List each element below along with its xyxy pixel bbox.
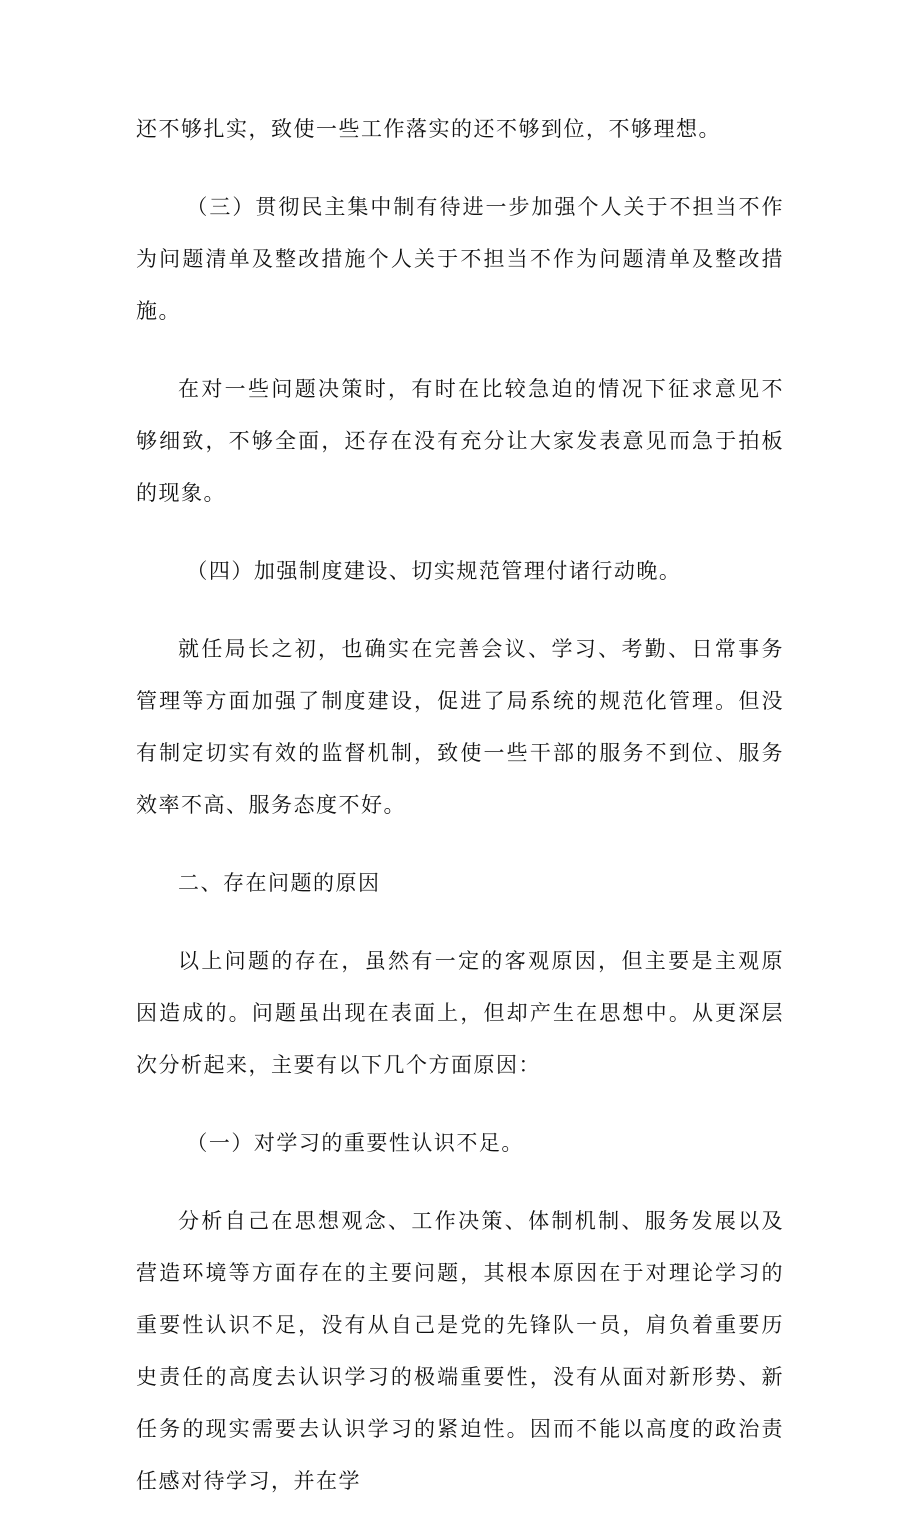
section-heading-3: （三）贯彻民主集中制有待进一步加强个人关于不担当不作为问题清单及整改措施个人关于不担当不作为问题清单及整改措施。 — [136, 195, 784, 323]
paragraph-5: 就任局长之初，也确实在完善会议、学习、考勤、日常事务管理等方面加强了制度建设，促进了局系统的规范化管理。但没有制定切实有效的监督机制，致使一些干部的服务不到位、服务效率不高、服务态度不好。 — [136, 637, 784, 817]
paragraph-9: 分析自己在思想观念、工作决策、体制机制、服务发展以及营造环境等方面存在的主要问题，其根本原因在于对理论学习的重要性认识不足，没有从自己是党的先锋队一员，肩负着重要历史责任的高度去认识学习的极端重要性，没有从面对新形势、新任务的现实需要去认识学习的紧迫性。因而不能以高度的政治责任感对待学习，并在学 — [136, 1209, 784, 1493]
document-body — [136, 103, 784, 1533]
section-heading-4: （四）加强制度建设、切实规范管理付诸行动晚。 — [186, 559, 682, 583]
paragraph-1: 还不够扎实，致使一些工作落实的还不够到位，不够理想。 — [136, 117, 721, 141]
chapter-heading-2: 二、存在问题的原因 — [178, 871, 381, 895]
paragraph-7: 以上问题的存在，虽然有一定的客观原因，但主要是主观原因造成的。问题虽出现在表面上，但却产生在思想中。从更深层次分析起来，主要有以下几个方面原因： — [136, 949, 784, 1077]
paragraph-3: 在对一些问题决策时，有时在比较急迫的情况下征求意见不够细致，不够全面，还存在没有充分让大家发表意见而急于拍板的现象。 — [136, 377, 784, 505]
section-heading-1: （一）对学习的重要性认识不足。 — [186, 1131, 524, 1155]
